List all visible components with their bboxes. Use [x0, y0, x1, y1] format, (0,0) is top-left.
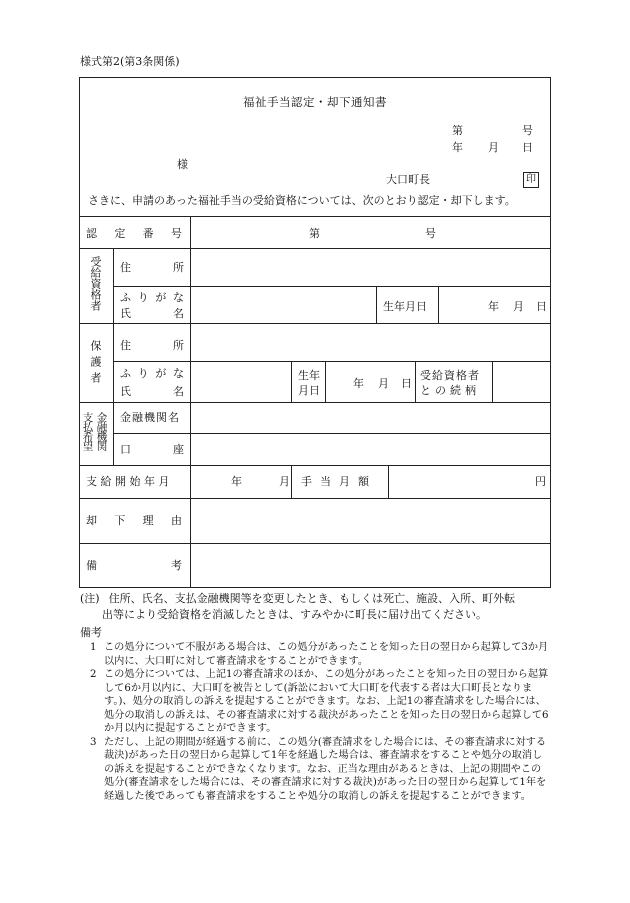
guardian-birth-day: 日 — [401, 377, 412, 390]
note-line1: (注) 住所、氏名、支払金融機関等を変更したとき、もしくは死亡、施設、入所、町外転 — [80, 592, 516, 605]
date-day: 日 — [522, 141, 533, 154]
pay-start-year: 年 — [231, 475, 242, 488]
guardian-furigana-label: ふ り が な — [120, 367, 184, 380]
remarks-item-number: 1 — [90, 642, 97, 653]
remarks-item-text: この処分については、上記1の審査請求のほか、この処分があったことを知った日の翌日から起算して6か月以内に、大口町を被告として(訴訟において大口町を代表する者は大口町長となります。)、処分の取消しの訴えを提起することができます。なお、上記1の審査請求をした場合には、処分の取消しの訴えは、その審査請求に対する裁決があったことを知った日の翌日から起算して6か月以内に提起することができます。 — [104, 669, 549, 734]
group-column-divider — [113, 248, 114, 465]
recipient-name-label: 氏 名 — [120, 307, 184, 320]
note-prefix: (注) — [80, 592, 100, 605]
recipient-birth-right — [438, 286, 439, 323]
guardian-birth-line1: 生年 — [298, 369, 320, 382]
recipient-birthdate-label: 生年月日 — [383, 300, 427, 313]
guardian-birth-left — [291, 361, 292, 402]
remarks-item — [80, 736, 550, 804]
issuer-name: 大口町長 — [386, 173, 430, 186]
remarks-heading: 備考 — [80, 626, 102, 639]
remarks-item-number: 2 — [90, 669, 97, 680]
line-after-reject — [80, 543, 550, 544]
guardian-birth-mid — [325, 361, 326, 402]
monthly-amount-label: 手当月額 — [301, 475, 377, 488]
notice-frame — [79, 77, 551, 588]
line-after-pay-start — [80, 498, 550, 499]
recipient-birth-day: 日 — [536, 300, 547, 313]
pay-start-divider — [291, 465, 292, 498]
cert-no-label: 認 定 番 号 — [86, 227, 182, 240]
label-column-divider — [190, 216, 191, 587]
line-after-cert-no — [80, 248, 550, 249]
remarks-item-text: この処分について不服がある場合は、この処分があったことを知った日の翌日から起算して3か月以内に、大口町に対して審査請求をすることができます。 — [104, 642, 549, 667]
recipient-birth-month: 月 — [513, 300, 524, 313]
table-top-line — [80, 216, 550, 217]
date-month: 月 — [488, 141, 499, 154]
line-after-bank — [80, 465, 550, 466]
guardian-birth-year: 年 — [353, 377, 364, 390]
cert-no-suffix: 号 — [425, 227, 436, 240]
guardian-relation-left — [415, 361, 416, 402]
number-prefix: 第 — [452, 124, 463, 137]
amount-divider — [388, 465, 389, 498]
line-after-guardian — [80, 402, 550, 403]
number-suffix: 号 — [522, 124, 533, 137]
recipient-address-label: 住 所 — [120, 261, 184, 274]
pay-start-month: 月 — [279, 475, 290, 488]
intro-text: さきに、申請のあった福祉手当の受給資格については、次のとおり認定・却下します。 — [88, 194, 516, 207]
seal-mark: 印 — [523, 172, 539, 188]
account-label: 口 座 — [120, 443, 184, 456]
yen-unit: 円 — [535, 475, 546, 488]
relation-label-line2: との続柄 — [420, 384, 480, 397]
remarks-item-text: ただし、上記の期間が経過する前に、この処分(審査請求をした場合には、その審査請求に対する裁決)があった日の翌日から起算して1年を経過した場合は、審査請求をすることや処分の取消しの訴えを提起することができなくなります。なお、正当な理由があるときは、上記の期間やこの処分(審査請求をした場合には、その審査請求に対する裁決)があった日の翌日から起算して1年を経過した後であっても審査請求をすることや処分の取消しの訴えを提起することができます。 — [104, 736, 547, 802]
remarks-item-number: 3 — [90, 736, 97, 748]
form-label: 様式第2(第3条関係) — [80, 55, 180, 68]
recipient-birth-left — [376, 286, 377, 323]
reject-reason-label: 却 下 理 由 — [86, 514, 182, 527]
guardian-birth-month: 月 — [378, 377, 389, 390]
relation-label-line1: 受給資格者 — [420, 369, 480, 382]
guardian-name-label: 氏 名 — [120, 385, 184, 398]
line-after-recipient — [80, 323, 550, 324]
note-line2: 出等により受給資格を消滅したときは、すみやかに町長に届け出てください。 — [102, 608, 487, 621]
document-title: 福祉手当認定・却下通知書 — [243, 95, 387, 109]
cert-no-prefix: 第 — [309, 227, 320, 240]
pay-start-label: 支給開始年月 — [86, 475, 173, 488]
guardian-group-label: 保護者 — [89, 340, 102, 388]
guardian-relation-right — [492, 361, 493, 402]
guardian-address-label: 住 所 — [120, 339, 184, 352]
guardian-birth-line2: 月日 — [298, 384, 320, 397]
bank-group-col1: 支払希望 — [81, 412, 94, 450]
line-bank-mid — [113, 433, 550, 434]
bank-group-col2: 金融機関 — [95, 412, 108, 450]
note-block — [80, 591, 550, 623]
recipient-birth-year: 年 — [488, 300, 499, 313]
remarks-label: 備 考 — [86, 559, 182, 572]
line-recipient-mid — [113, 286, 550, 287]
recipient-group-label: 受給資格者 — [89, 256, 102, 311]
recipient-furigana-label: ふ り が な — [120, 291, 184, 304]
remarks-item — [80, 641, 550, 668]
date-year: 年 — [452, 141, 463, 154]
addressee-suffix: 様 — [177, 158, 188, 171]
line-guardian-mid — [113, 361, 550, 362]
remarks-block — [80, 626, 550, 803]
bank-name-label: 金融機関名 — [120, 411, 180, 424]
remarks-item — [80, 668, 550, 736]
